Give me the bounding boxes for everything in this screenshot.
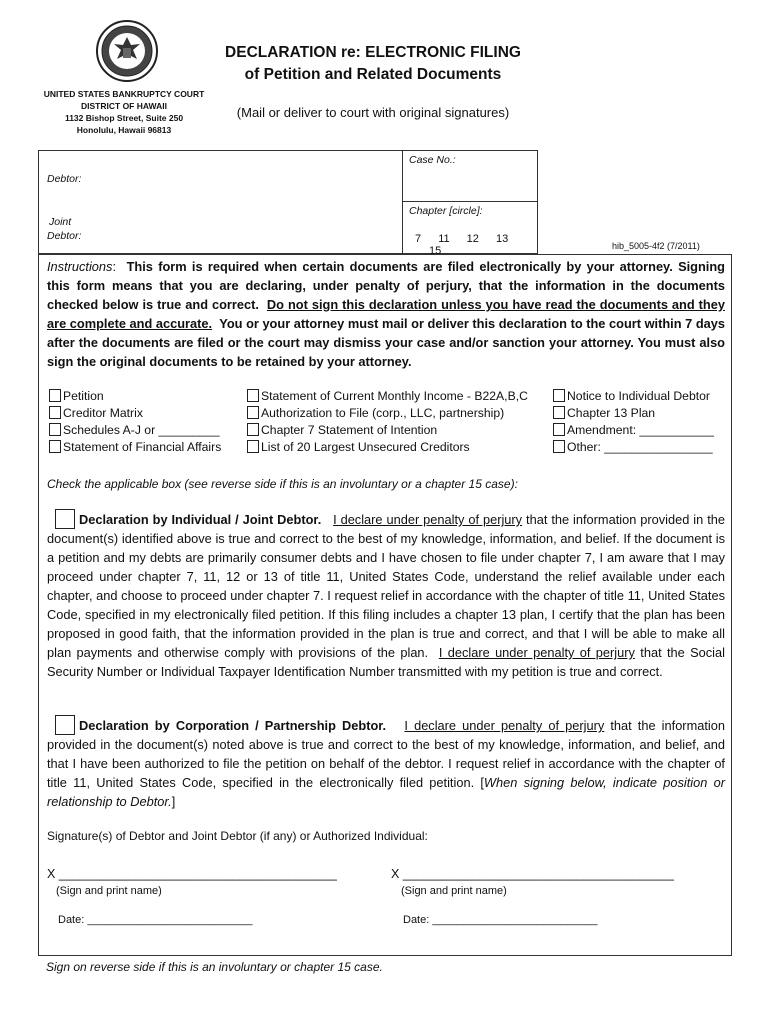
checkbox-amendment[interactable] bbox=[553, 422, 714, 439]
individual-heading: Declaration by Individual / Joint Debtor. bbox=[79, 512, 322, 527]
checkbox-label: Authorization to File (corp., LLC, partnership) bbox=[261, 406, 505, 420]
form-subtitle: (Mail or deliver to court with original signatures) bbox=[236, 105, 510, 120]
debtor-label: Debtor: bbox=[47, 173, 82, 185]
checkbox-icon[interactable] bbox=[247, 423, 259, 436]
court-district: DISTRICT OF HAWAII bbox=[81, 101, 167, 111]
checkbox-label: Statement of Financial Affairs bbox=[63, 440, 222, 454]
checkbox-label: List of 20 Largest Unsecured Creditors bbox=[261, 440, 470, 454]
document-checkboxes-col2 bbox=[247, 388, 528, 456]
checkbox-label: Chapter 13 Plan bbox=[567, 406, 656, 420]
checkbox-icon[interactable] bbox=[553, 423, 565, 436]
instructions-warning: Do not sign this declaration unless you have read the documents and they are complete and accurate. bbox=[47, 297, 725, 331]
chapter-15[interactable]: 15 bbox=[429, 245, 442, 257]
chapter-label: Chapter [circle]: bbox=[409, 205, 483, 217]
document-checkboxes-col3 bbox=[553, 388, 714, 456]
divider-vertical bbox=[402, 151, 403, 253]
instructions-text: This form is required when certain documents are filed electronically by your attorney. Signing this form means that you are declaring, under penalty of perjury, that the information in the documents checked below is true and correct. bbox=[47, 259, 725, 312]
checkbox-icon[interactable] bbox=[247, 440, 259, 453]
checkbox-notice[interactable] bbox=[553, 388, 714, 405]
joint-label: Joint bbox=[49, 216, 72, 228]
instructions-label: Instructions bbox=[47, 259, 113, 274]
checkbox-label: Creditor Matrix bbox=[63, 406, 143, 420]
checkbox-icon[interactable] bbox=[553, 440, 565, 453]
checkbox-petition[interactable] bbox=[49, 388, 221, 405]
date-field-1[interactable]: Date: ___________________________ bbox=[58, 914, 253, 926]
instructions: Instructions: This form is required when certain documents are filed electronically by your attorney. Signing this form means that you are declaring, under penalty of perjury, that the information in the documents checked below is true and correct. Do not sign this declaration unless you have read the documents and they are complete and accurate. You or your attorney must mail or deliver this declaration to the court within 7 days after the documents are filed or the court may dismiss your case and/or sanction your attorney. You must also sign the original documents to be retained by your attorney. bbox=[47, 259, 725, 369]
checkbox-label: Statement of Current Monthly Income - B22A,B,C bbox=[261, 389, 528, 403]
checkbox-financial-affairs[interactable] bbox=[49, 439, 221, 456]
checkbox-icon[interactable] bbox=[49, 406, 61, 419]
checkbox-label: Notice to Individual Debtor bbox=[567, 389, 710, 403]
checkbox-authorization[interactable] bbox=[247, 405, 528, 422]
court-name: UNITED STATES BANKRUPTCY COURT bbox=[43, 89, 205, 99]
footer-note: Sign on reverse side if this is an involuntary or chapter 15 case. bbox=[46, 960, 383, 974]
checkbox-creditor-matrix[interactable] bbox=[49, 405, 221, 422]
form-number: hib_5005-4f2 (7/2011) bbox=[612, 241, 700, 251]
corporation-italic-note: When signing below, indicate position or relationship to Debtor. bbox=[47, 775, 725, 809]
title-line-2: of Petition and Related Documents bbox=[244, 66, 502, 83]
chapter-12[interactable]: 12 bbox=[466, 233, 479, 245]
divider-horizontal bbox=[402, 201, 537, 202]
checkbox-icon[interactable] bbox=[247, 406, 259, 419]
chapter-13[interactable]: 13 bbox=[495, 233, 509, 245]
checkbox-chapter13-plan[interactable] bbox=[553, 405, 714, 422]
checkbox-icon[interactable] bbox=[49, 440, 61, 453]
court-address bbox=[40, 88, 208, 136]
checkbox-schedules[interactable] bbox=[49, 422, 221, 439]
check-applicable-note: Check the applicable box (see reverse side if this is an involuntary or a chapter 15 case): bbox=[47, 477, 518, 491]
signature-line-2[interactable]: X _______________________________________ bbox=[391, 867, 674, 881]
case-info-box bbox=[38, 150, 538, 257]
title-line-1: DECLARATION re: ELECTRONIC FILING bbox=[225, 44, 521, 61]
checkbox-label: Other: ________________ bbox=[567, 440, 713, 454]
joint-debtor-label: Debtor: bbox=[47, 230, 82, 242]
chapter-7[interactable]: 7 bbox=[415, 233, 422, 245]
checkbox-label: Chapter 7 Statement of Intention bbox=[261, 423, 438, 437]
checkbox-label: Amendment: ___________ bbox=[567, 423, 715, 437]
form-title bbox=[200, 42, 546, 86]
chapter-11[interactable]: 11 bbox=[438, 233, 450, 245]
checkbox-icon[interactable] bbox=[49, 423, 61, 436]
court-city: Honolulu, Hawaii 96813 bbox=[76, 125, 172, 135]
sign-print-note-2: (Sign and print name) bbox=[401, 885, 507, 897]
checkbox-icon[interactable] bbox=[553, 389, 565, 402]
checkbox-intention[interactable] bbox=[247, 422, 528, 439]
corporation-heading: Declaration by Corporation / Partnership Debtor. bbox=[79, 718, 387, 733]
case-no-label: Case No.: bbox=[409, 154, 456, 166]
instructions-text-2: You or your attorney must mail or deliver this declaration to the court within 7 days after the documents are filed or the court may dismiss your case and/or sanction your attorney. You must also sign the original documents to be retained by your attorney. bbox=[47, 316, 725, 369]
perjury-clause-1: I declare under penalty of perjury bbox=[333, 512, 523, 527]
corporation-bracket: ] bbox=[171, 794, 176, 809]
court-street: 1132 Bishop Street, Suite 250 bbox=[64, 113, 184, 123]
date-field-2[interactable]: Date: ___________________________ bbox=[403, 914, 598, 926]
sign-print-note-1: (Sign and print name) bbox=[56, 885, 162, 897]
declaration-box bbox=[38, 254, 732, 956]
checkbox-monthly-income[interactable] bbox=[247, 388, 528, 405]
court-seal-icon bbox=[96, 20, 158, 82]
checkbox-other[interactable] bbox=[553, 439, 714, 456]
checkbox-label: Schedules A-J or _________ bbox=[63, 423, 220, 437]
individual-text-1: that the information provided in the document(s) identified above is true and correct to the best of my knowledge, information, and belief. If the document is a petition and my debts are primarily consumer debts and I have chosen to file under chapter 7, I am aware that I may proceed under chapter 7, 11, 12 or 13 of title 11, United States Code, understand the relief available under each chapter, and choose to proceed under chapter 7. I request relief in accordance with the chapter of title 11, United States Code, specified in my electronically filed petition. If this filing includes a chapter 13 plan, I certify that the plan has been proposed in good faith, that the information provided in the plan is true and correct, and that I will be able to make all plan payments and otherwise comply with provisions of the plan. bbox=[47, 512, 725, 660]
checkbox-label: Petition bbox=[63, 389, 104, 403]
corporation-declaration bbox=[47, 716, 725, 811]
corporation-text: that the information provided in the document(s) noted above is true and correct to the best of my knowledge, information, and belief, and that I have been authorized to file the petition on behalf of the debtor. I request relief in accordance with the chapter of title 11, United States Code, specified in the electronically filed petition. [ bbox=[47, 718, 725, 790]
checkbox-largest-creditors[interactable] bbox=[247, 439, 528, 456]
checkbox-icon[interactable] bbox=[553, 406, 565, 419]
checkbox-icon[interactable] bbox=[49, 389, 61, 402]
perjury-clause-2: I declare under penalty of perjury bbox=[438, 645, 635, 660]
checkbox-icon[interactable] bbox=[247, 389, 259, 402]
signature-label: Signature(s) of Debtor and Joint Debtor (if any) or Authorized Individual: bbox=[47, 829, 428, 843]
perjury-clause-3: I declare under penalty of perjury bbox=[404, 718, 605, 733]
signature-line-1[interactable]: X ________________________________________ bbox=[47, 867, 337, 881]
individual-text-2: that the Social Security Number or Individual Taxpayer Identification Number transmitted with my petition is true and correct. bbox=[47, 645, 725, 679]
document-checkboxes-col1 bbox=[49, 388, 221, 456]
individual-declaration bbox=[47, 510, 725, 681]
